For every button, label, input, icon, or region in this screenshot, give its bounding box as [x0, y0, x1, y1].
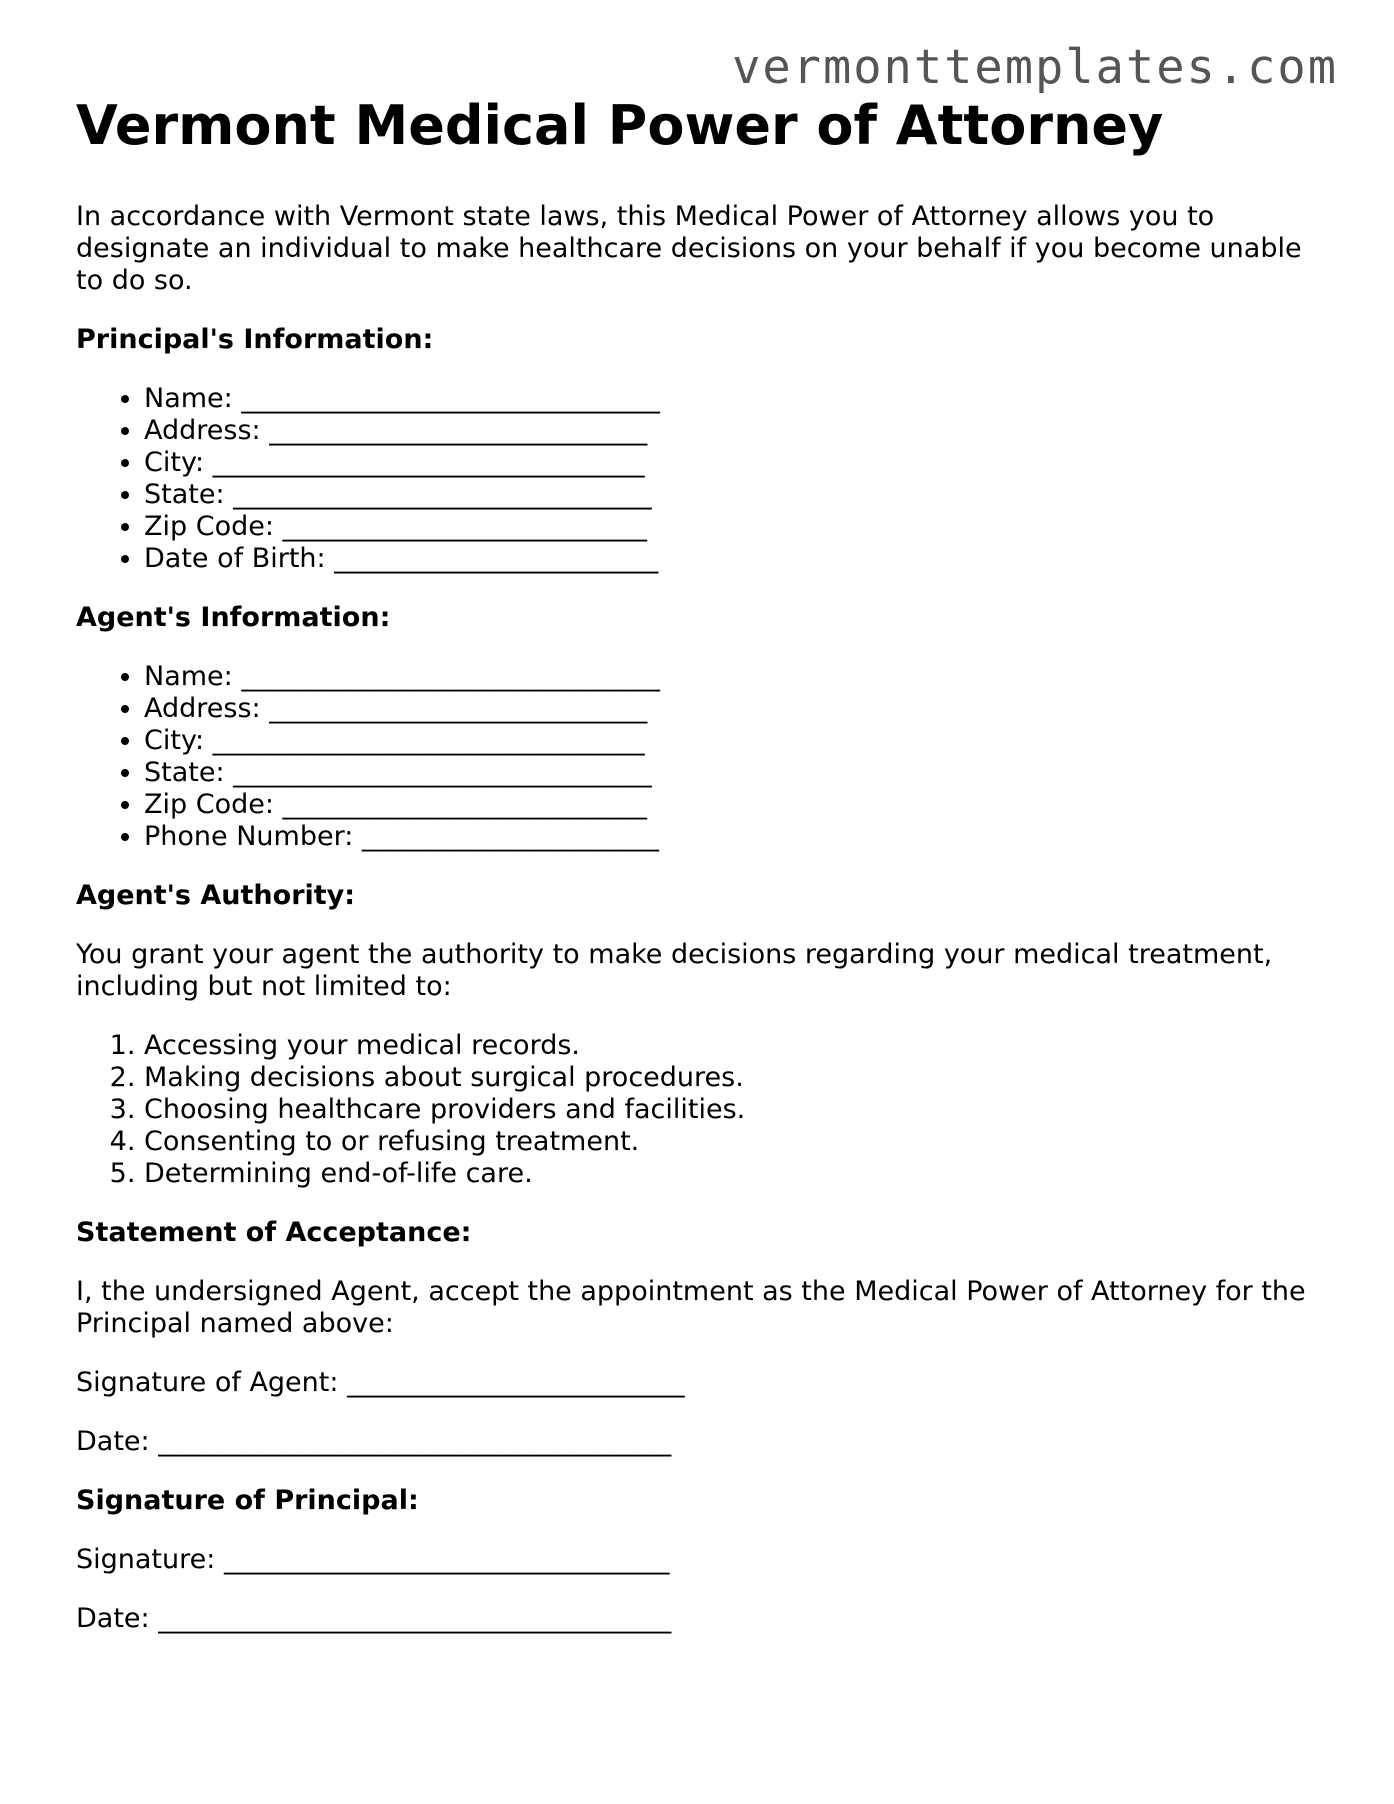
field-blank[interactable]: _________________________________	[223, 1543, 670, 1575]
field-label: State:	[144, 756, 225, 788]
principal-state-field[interactable]	[144, 479, 1326, 511]
authority-item: 1. Accessing your medical records.	[144, 1030, 1326, 1062]
principal-signature-line[interactable]	[76, 1544, 1326, 1576]
agent-phone-field[interactable]	[144, 821, 1326, 853]
field-label: City:	[144, 446, 205, 478]
authority-item: 2. Making decisions about surgical procedures.	[144, 1062, 1326, 1094]
field-blank[interactable]: ___________________________	[282, 788, 648, 820]
intro-paragraph: In accordance with Vermont state laws, this Medical Power of Attorney allows you to designate an individual to make healthcare decisions on your behalf if you become unable to do so.	[76, 200, 1302, 296]
field-label: Date:	[76, 1425, 150, 1457]
watermark: vermonttemplates.com	[732, 40, 1338, 95]
field-label: Address:	[144, 414, 261, 446]
agent-zip-field[interactable]	[144, 789, 1326, 821]
field-label: State:	[144, 478, 225, 510]
principal-info-list	[76, 383, 1326, 575]
authority-list	[76, 1030, 1326, 1190]
field-label: City:	[144, 724, 205, 756]
field-blank[interactable]: ______________________	[361, 820, 659, 852]
agent-info-list	[76, 661, 1326, 853]
field-label: Zip Code:	[144, 510, 274, 542]
field-blank[interactable]: _______________________________	[241, 382, 660, 414]
document-page	[76, 94, 1326, 1662]
principal-dob-field[interactable]	[144, 543, 1326, 575]
authority-heading: Agent's Authority:	[76, 879, 356, 911]
field-blank[interactable]: ___________________________	[282, 510, 648, 542]
field-label: Date of Birth:	[144, 542, 326, 574]
field-label: Signature of Agent:	[76, 1366, 339, 1398]
field-blank[interactable]: ____________________________	[269, 414, 648, 446]
agent-date-line[interactable]	[76, 1426, 1326, 1458]
principal-date-line[interactable]	[76, 1603, 1326, 1635]
principal-zip-field[interactable]	[144, 511, 1326, 543]
authority-item: 4. Consenting to or refusing treatment.	[144, 1126, 1326, 1158]
field-blank[interactable]: _______________________________	[233, 756, 652, 788]
authority-item: 5. Determining end-of-life care.	[144, 1158, 1326, 1190]
field-blank[interactable]: ____________________________	[269, 692, 648, 724]
principal-address-field[interactable]	[144, 415, 1326, 447]
field-blank[interactable]: ________________________________	[212, 446, 645, 478]
field-blank[interactable]: _______________________________	[241, 660, 660, 692]
agent-address-field[interactable]	[144, 693, 1326, 725]
authority-item: 3. Choosing healthcare providers and facilities.	[144, 1094, 1326, 1126]
field-blank[interactable]: ________________________	[334, 542, 659, 574]
field-blank[interactable]: _________________________	[347, 1366, 685, 1398]
principal-info-heading: Principal's Information:	[76, 323, 434, 355]
field-blank[interactable]: ______________________________________	[158, 1425, 672, 1457]
agent-state-field[interactable]	[144, 757, 1326, 789]
agent-name-field[interactable]	[144, 661, 1326, 693]
principal-name-field[interactable]	[144, 383, 1326, 415]
field-label: Date:	[76, 1602, 150, 1634]
field-label: Address:	[144, 692, 261, 724]
agent-info-heading: Agent's Information:	[76, 601, 391, 633]
document-title: Vermont Medical Power of Attorney	[76, 94, 1164, 157]
field-label: Phone Number:	[144, 820, 354, 852]
acceptance-heading: Statement of Acceptance:	[76, 1216, 472, 1248]
field-blank[interactable]: _______________________________	[233, 478, 652, 510]
acceptance-paragraph: I, the undersigned Agent, accept the appointment as the Medical Power of Attorney for the Principal named above:	[76, 1275, 1306, 1339]
agent-signature-line[interactable]	[76, 1367, 1326, 1399]
agent-city-field[interactable]	[144, 725, 1326, 757]
field-label: Name:	[144, 382, 233, 414]
field-label: Name:	[144, 660, 233, 692]
authority-paragraph: You grant your agent the authority to make decisions regarding your medical treatment, including but not limited to:	[76, 938, 1273, 1002]
field-label: Zip Code:	[144, 788, 274, 820]
principal-city-field[interactable]	[144, 447, 1326, 479]
field-label: Signature:	[76, 1543, 216, 1575]
field-blank[interactable]: ________________________________	[212, 724, 645, 756]
principal-signature-heading: Signature of Principal:	[76, 1484, 419, 1516]
field-blank[interactable]: ______________________________________	[158, 1602, 672, 1634]
